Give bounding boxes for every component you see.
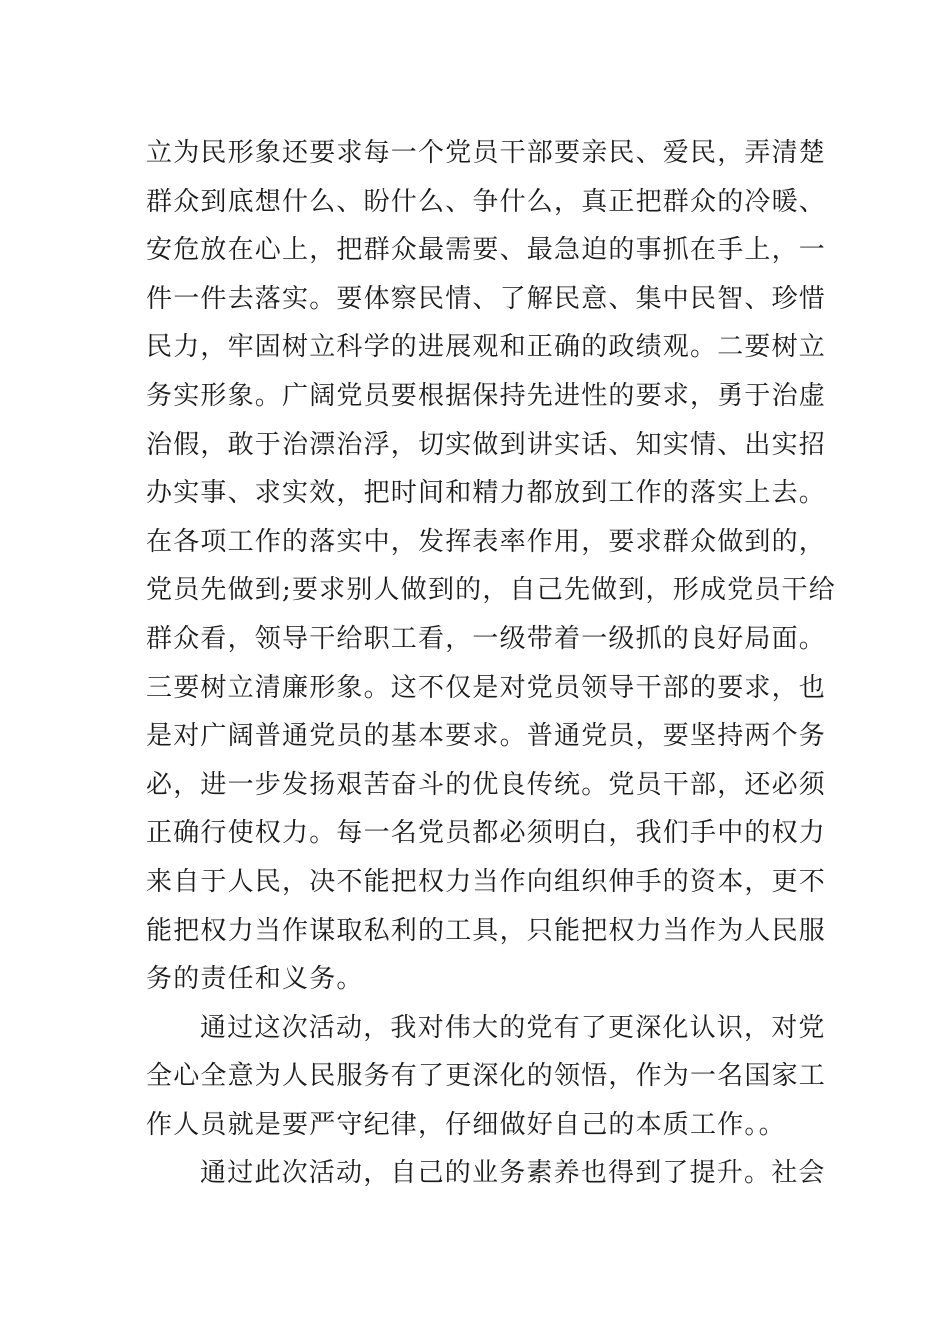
text-line: 来自于人民，决不能把权力当作向组织伸手的资本，更不 (146, 866, 827, 897)
text-line: 三要树立清廉形象。这不仅是对党员领导干部的要求，也 (146, 672, 827, 703)
text-line: 务实形象。广阔党员要根据保持先进性的要求，勇于治虚 (146, 380, 827, 411)
text-line: 务的责任和义务。 (146, 964, 364, 995)
text-line: 治假，敢于治漂治浮，切实做到讲实话、知实情、出实招 (146, 429, 827, 460)
text-line: 是对广阔普通党员的基本要求。普通党员，要坚持两个务 (146, 721, 827, 752)
text-line: 立为民形象还要求每一个党员干部要亲民、爱民，弄清楚 (146, 138, 827, 168)
text-line: 在各项工作的落实中，发挥表率作用，要求群众做到的， (146, 526, 827, 557)
text-line: 党员先做到;要求别人做到的，自己先做到，形成党员干给 (146, 575, 836, 606)
text-line: 通过这次活动，我对伟大的党有了更深化认识，对党 (200, 1012, 826, 1043)
text-line: 全心全意为人民服务有了更深化的领悟，作为一名国家工 (146, 1061, 827, 1092)
text-line: 必，进一步发扬艰苦奋斗的优良传统。党员干部，还必须 (146, 769, 827, 800)
text-line: 办实事、求实效，把时间和精力都放到工作的落实上去。 (146, 478, 827, 509)
text-line: 通过此次活动，自己的业务素养也得到了提升。社会 (200, 1158, 826, 1189)
body-text (146, 129, 836, 1198)
text-line: 安危放在心上，把群众最需要、最急迫的事抓在手上，一 (146, 235, 827, 266)
text-line: 作人员就是要严守纪律，仔细做好自己的本质工作。。 (146, 1109, 786, 1140)
text-line: 民力，牢固树立科学的进展观和正确的政绩观。二要树立 (146, 332, 827, 363)
text-line: 群众到底想什么、盼什么、争什么，真正把群众的冷暖、 (146, 186, 827, 217)
text-line: 件一件去落实。要体察民情、了解民意、集中民智、珍惜 (146, 283, 827, 314)
text-line: 正确行使权力。每一名党员都必须明白，我们手中的权力 (146, 818, 827, 849)
text-line: 能把权力当作谋取私利的工具，只能把权力当作为人民服 (146, 915, 827, 946)
text-line: 群众看，领导干给职工看，一级带着一级抓的良好局面。 (146, 623, 827, 654)
